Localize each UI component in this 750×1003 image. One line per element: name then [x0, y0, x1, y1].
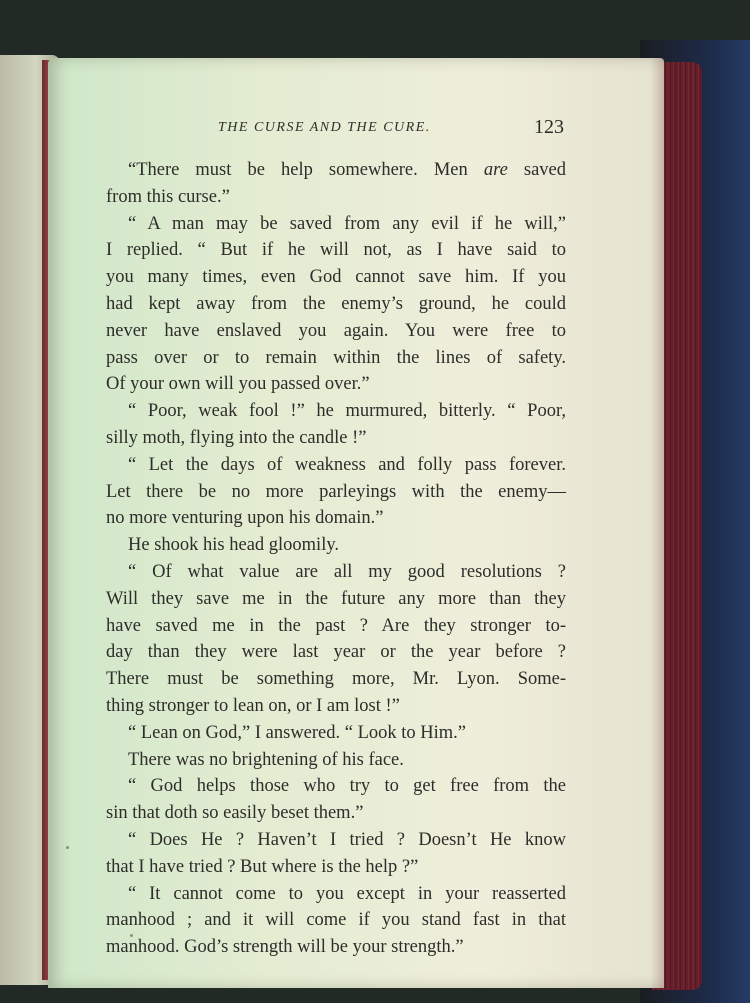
- text-line: thing stronger to lean on, or I am lost !”: [106, 695, 400, 716]
- text-line: “ Let the days of weakness and folly pass forever.: [128, 454, 566, 475]
- text-line: “ A man may be saved from any evil if he will,”: [128, 213, 566, 234]
- text-line: “ It cannot come to you except in your reasserted: [128, 883, 566, 904]
- text-line: have saved me in the past ? Are they stronger to-: [106, 615, 566, 636]
- text-line: that I have tried ? But where is the help ?”: [106, 856, 419, 877]
- text-line: I replied. “ But if he will not, as I have said to: [106, 240, 566, 261]
- print-speck: [130, 934, 133, 937]
- text-line: had kept away from the enemy’s ground, he could: [106, 293, 566, 314]
- text-line: “ Lean on God,” I answered. “ Look to Him.”: [128, 722, 467, 743]
- text-line: “ Poor, weak fool !” he murmured, bitterly. “ Poor,: [128, 401, 566, 422]
- text-line: silly moth, flying into the candle !”: [106, 427, 367, 448]
- body-text: [106, 157, 566, 961]
- print-speck: [66, 846, 69, 849]
- running-head-title: THE CURSE AND THE CURE.: [218, 120, 431, 135]
- text-line: Will they save me in the future any more than they: [106, 588, 566, 609]
- text-line: “ God helps those who try to get free from the: [128, 776, 566, 797]
- text-line: from this curse.”: [106, 186, 230, 207]
- text-line: sin that doth so easily beset them.”: [106, 803, 364, 824]
- text-line: Of your own will you passed over.”: [106, 374, 370, 395]
- text-line: There was no brightening of his face.: [128, 749, 404, 770]
- text-line: never have enslaved you again. You were free to: [106, 320, 566, 341]
- text-line: day than they were last year or the year before ?: [106, 642, 566, 663]
- text-line: “ Of what value are all my good resolutions ?: [128, 561, 566, 582]
- text-line: you many times, even God cannot save him. If you: [106, 267, 566, 288]
- page-number: 123: [534, 116, 564, 138]
- text-line: “ Does He ? Haven’t I tried ? Doesn’t He know: [128, 829, 566, 850]
- text-line: no more venturing upon his domain.”: [106, 508, 384, 529]
- book-page: [48, 58, 664, 988]
- text-line: “There must be help somewhere. Men are saved: [128, 160, 567, 180]
- running-head: [48, 116, 664, 142]
- text-line: Let there be no more parleyings with the enemy—: [106, 481, 566, 502]
- text-line: manhood. God’s strength will be your strength.”: [106, 937, 464, 958]
- text-line: pass over or to remain within the lines of safety.: [106, 347, 566, 368]
- text-line: There must be something more, Mr. Lyon. Some-: [106, 669, 566, 690]
- text-line: manhood ; and it will come if you stand fast in that: [106, 910, 566, 931]
- text-line: He shook his head gloomily.: [128, 535, 340, 556]
